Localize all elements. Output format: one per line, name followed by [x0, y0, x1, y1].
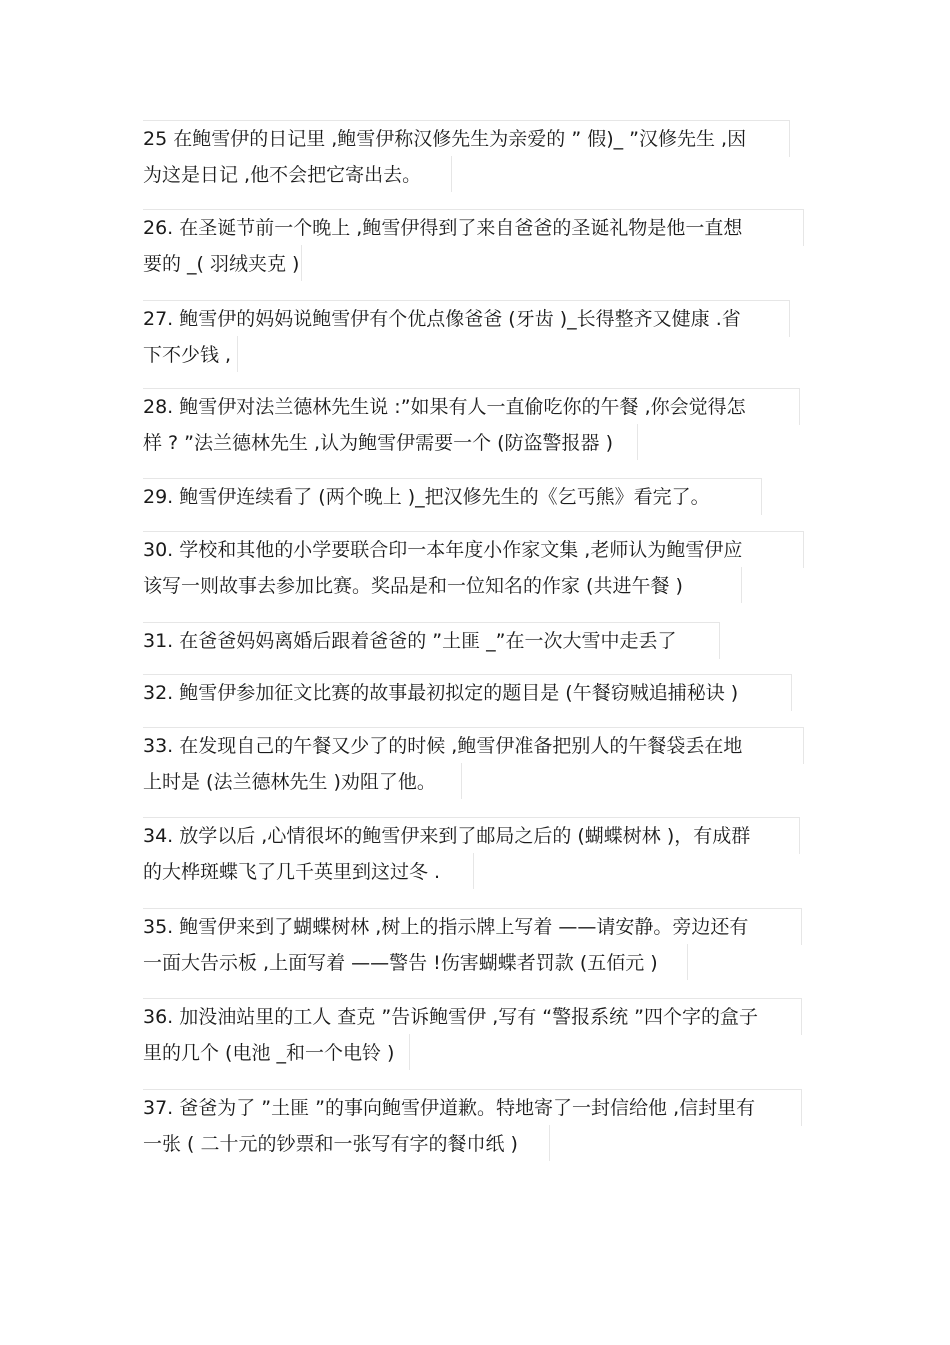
question-line: 样 ? ”法兰德林先生 ,认为鲍雪伊需要一个 (防盗警报器 ): [143, 432, 613, 454]
question-line: 为这是日记 ,他不会把它寄出去。: [143, 164, 422, 186]
question-line: 一张 ( 二十元的钞票和一张写有字的餐巾纸 ): [143, 1133, 518, 1155]
question-line: 34. 放学以后 ,心情很坏的鲍雪伊来到了邮局之后的 (蝴蝶树林 )，有成群: [143, 825, 751, 847]
question-line: 要的 _( 羽绒夹克 ): [143, 253, 300, 275]
question-line: 37. 爸爸为了 ”土匪 ”的事向鲍雪伊道歉。特地寄了一封信给他 ,信封里有: [143, 1097, 756, 1119]
question-line: 33. 在发现自己的午餐又少了的时候 ,鲍雪伊准备把别人的午餐袋丢在地: [143, 735, 743, 757]
question-line: 25 在鲍雪伊的日记里 ,鲍雪伊称汉修先生为亲爱的 ” 假)_ ”汉修先生 ,因: [143, 128, 747, 150]
question-line: 的大桦斑蝶飞了几千英里到这过冬 .: [143, 861, 441, 883]
question-line: 35. 鲍雪伊来到了蝴蝶树林 ,树上的指示牌上写着 ——请安静。旁边还有: [143, 916, 749, 938]
question-line: 27. 鲍雪伊的妈妈说鲍雪伊有个优点像爸爸 (牙齿 )_长得整齐又健康 .省: [143, 308, 741, 330]
question-line: 29. 鲍雪伊连续看了 (两个晚上 )_把汉修先生的《乞丐熊》看完了。: [143, 486, 710, 508]
question-line: 36. 加没油站里的工人 查克 ”告诉鲍雪伊 ,写有 “警报系统 ”四个字的盒子: [143, 1006, 759, 1028]
question-line: 该写一则故事去参加比赛。奖品是和一位知名的作家 (共进午餐 ): [143, 575, 683, 597]
question-line: 31. 在爸爸妈妈离婚后跟着爸爸的 ”土匪 _”在一次大雪中走丢了: [143, 630, 677, 652]
question-line: 32. 鲍雪伊参加征文比赛的故事最初拟定的题目是 (午餐窃贼追捕秘诀 ): [143, 682, 739, 704]
question-line: 下不少钱 ,: [143, 344, 232, 366]
question-line: 上时是 (法兰德林先生 )劝阻了他。: [143, 771, 436, 793]
question-line: 30. 学校和其他的小学要联合印一本年度小作家文集 ,老师认为鲍雪伊应: [143, 539, 743, 561]
question-line: 28. 鲍雪伊对法兰德林先生说 :”如果有人一直偷吃你的午餐 ,你会觉得怎: [143, 396, 746, 418]
question-line: 一面大告示板 ,上面写着 ——警告 !伤害蝴蝶者罚款 (五佰元 ): [143, 952, 658, 974]
question-line: 里的几个 (电池 _和一个电铃 ): [143, 1042, 395, 1064]
question-line: 26. 在圣诞节前一个晚上 ,鲍雪伊得到了来自爸爸的圣诞礼物是他一直想: [143, 217, 743, 239]
